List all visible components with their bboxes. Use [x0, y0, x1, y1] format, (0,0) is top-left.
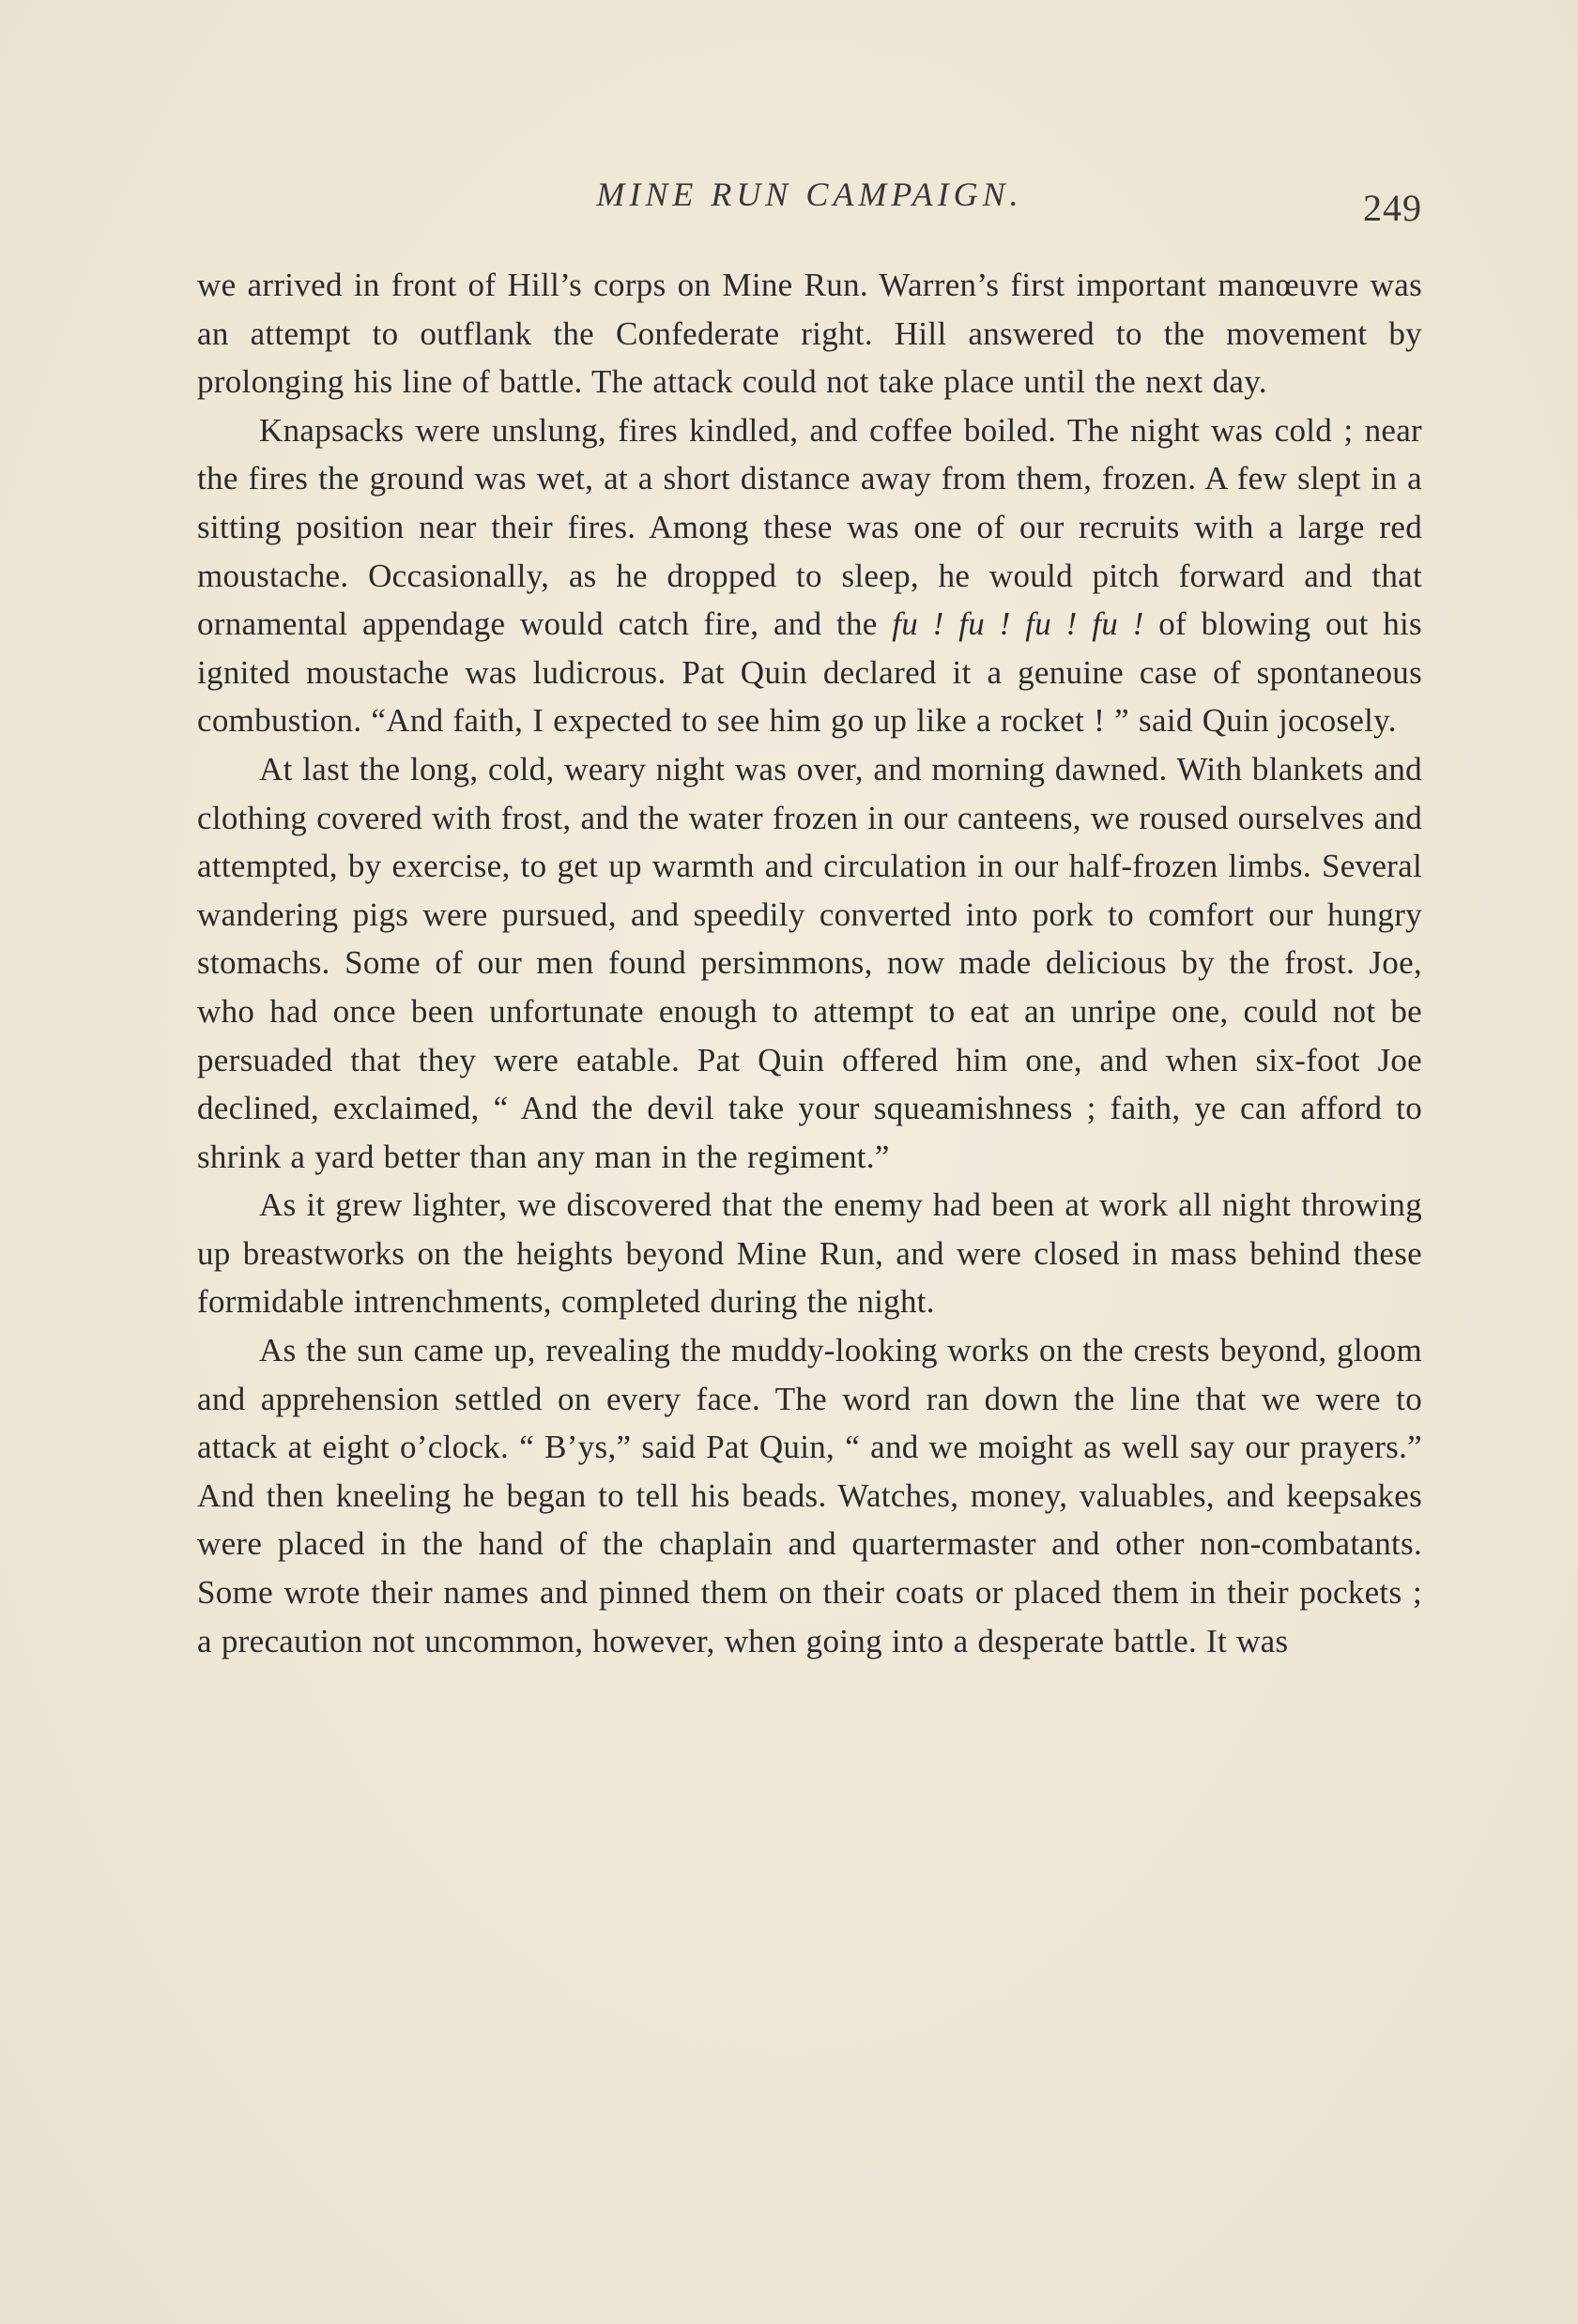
paragraph-5: As the sun came up, revealing the muddy-looking works on the crests beyond, gloom and apprehension settled on every face. The word ran down the line that we were to attack at eight o’clock. “ B’ys,” said Pat Quin, “ and we moight as well say our prayers.” And then kneeling he began to tell his beads. Watches, money, valuables, and keepsakes were placed in the hand of the chaplain and quartermaster and other non-combatants. Some wrote their names and pinned them on their coats or placed them in their pockets ; a precaution not uncommon, however, when going into a desperate battle. It was [197, 1332, 1422, 1659]
paragraph-2-italic: fu ! fu ! fu ! fu ! [892, 605, 1144, 643]
paragraph-2 [197, 406, 1422, 745]
page-number: 249 [1363, 187, 1422, 229]
body-text [197, 261, 1422, 1665]
paragraph-4: As it grew lighter, we discovered that the enemy had been at work all night throwing up breastworks on the heights beyond Mine Run, and were closed in mass behind these formidable intrenchments, completed during the night. [197, 1186, 1422, 1321]
running-title: MINE RUN CAMPAIGN. [596, 176, 1023, 213]
running-head [197, 167, 1422, 229]
paragraph-3: At last the long, cold, weary night was over, and morning dawned. With blankets and clothing covered with frost, and the water frozen in our canteens, we roused ourselves and attempted, by exercise, to get up warmth and circulation in our half-frozen limbs. Several wandering pigs were pursued, and speedily converted into pork to comfort our hungry stomachs. Some of our men found persimmons, now made delicious by the frost. Joe, who had once been unfortunate enough to attempt to eat an unripe one, could not be persuaded that they were eatable. Pat Quin offered him one, and when six-foot Joe declined, exclaimed, “ And the devil take your squeamishness ; faith, ye can afford to shrink a yard better than any man in the regiment.” [197, 750, 1422, 1175]
paragraph-2-start: Knapsacks were unslung, fires kindled, and coffee boiled. The night was cold ; near the fires the ground was wet, at a short distance away from them, frozen. A few slept in a sitting position near their fires. Among these was one of our recruits with a large red moustache. Occasionally, as he dropped to sleep, he would pitch forward and that ornamental appendage would catch fire, and the [197, 411, 1422, 643]
paragraph-1: we arrived in front of Hill’s corps on Mine Run. Warren’s first important manœuvre was an attempt to outflank the Confederate right. Hill answered to the movement by prolonging his line of battle. The attack could not take place until the next day. [197, 267, 1422, 401]
paragraph-2-end: of blowing out his ignited moustache was ludicrous. Pat Quin declared it a genuine case of spontaneous combustion. “And faith, I expected to see him go up like a rocket ! ” said Quin jocosely. [197, 605, 1422, 740]
